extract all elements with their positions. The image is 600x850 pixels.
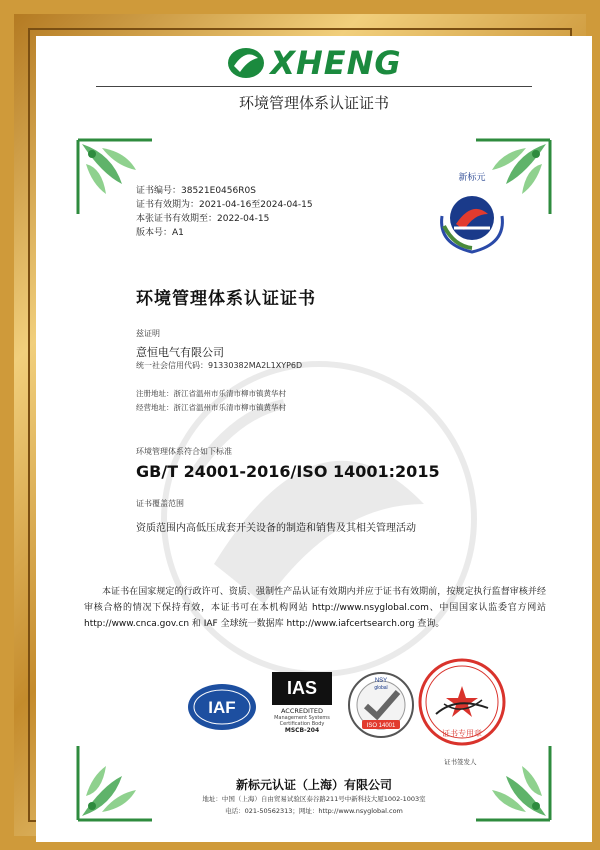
iaf-badge — [186, 682, 258, 732]
emblem-label: 新标元 — [458, 173, 486, 183]
cert-number: 证书编号：38521E0456R0S — [136, 186, 256, 196]
certify-label: 兹证明 — [136, 329, 160, 338]
standard-code: GB/T 24001-2016/ISO 14001:2015 — [136, 462, 440, 481]
issuing-org-name: 新标元认证（上海）有限公司 — [235, 778, 392, 792]
cert-current-validity: 本张证书有效期至：2022-04-15 — [136, 214, 270, 224]
signatory-note: 证书签发人 — [444, 758, 477, 766]
seal-label: 证书专用章 — [442, 729, 482, 738]
header-title: 环境管理体系认证证书 — [238, 94, 389, 112]
nsy-iso-badge — [346, 670, 416, 740]
iaf-badge-text: IAF — [208, 698, 236, 717]
validity-statement: 本证书在国家规定的行政许可、资质、强制性产品认证有效期内并应于证书有效期前，按规定执行监督审核并经审核合格的情况下保持有效，本证书可在本机构网站 http://www.nsyglobal.com、中国国家认监委官方网站 http://www.cnca.gov.cn 和 IAF 全球统一数据库 http://www.iafcertsearch.org 查询。 — [84, 587, 546, 629]
cert-version: 版本号：A1 — [136, 228, 184, 238]
conform-label: 环境管理体系符合如下标准 — [136, 447, 232, 456]
issuing-org-contact: 电话：021-50562313；网址：http://www.nsyglobal.com — [225, 807, 403, 815]
ias-badge — [272, 672, 332, 734]
certificate-title: 环境管理体系认证证书 — [136, 289, 316, 309]
certificate-paper — [36, 36, 592, 842]
certificate-scope: 资质范围内高低压成套开关设备的制造和销售及其相关管理活动 — [136, 523, 416, 534]
brand-logo-text: XHENG — [270, 44, 402, 82]
nsy-global-text: global — [374, 685, 388, 691]
official-seal-stamp — [416, 656, 508, 748]
certificate-meta — [136, 184, 313, 240]
ias-accredited: ACCREDITED — [280, 707, 324, 715]
credit-code: 统一社会信用代码：91330382MA2L1XYP6D — [136, 361, 303, 370]
issuing-org-address: 地址：中国（上海）自由贸易试验区泰谷路211号中新科技大厦1002-1003室 — [202, 795, 426, 803]
registered-address: 注册地址：浙江省温州市乐清市柳市镇黄华村 — [136, 389, 286, 398]
ias-sub2: Certification Body — [279, 721, 325, 727]
cert-validity: 证书有效期为：2021-04-16至2024-04-15 — [136, 200, 313, 210]
nsy-top-text: NSY — [374, 678, 388, 684]
ias-code: MSCB-204 — [284, 727, 320, 734]
brand-leaf-icon — [226, 46, 266, 80]
brand-logo — [226, 44, 401, 82]
company-name: 意恒电气有限公司 — [136, 346, 224, 359]
nsy-iso-text: ISO 14001 — [366, 723, 396, 729]
operating-address: 经营地址：浙江省温州市乐清市柳市镇黄华村 — [136, 403, 286, 412]
ias-sub1: Management Systems — [274, 715, 330, 721]
brand-logo-row — [36, 44, 592, 84]
scope-label: 证书覆盖范围 — [136, 499, 184, 508]
header-rule — [96, 86, 532, 87]
ias-badge-text: IAS — [272, 672, 332, 705]
